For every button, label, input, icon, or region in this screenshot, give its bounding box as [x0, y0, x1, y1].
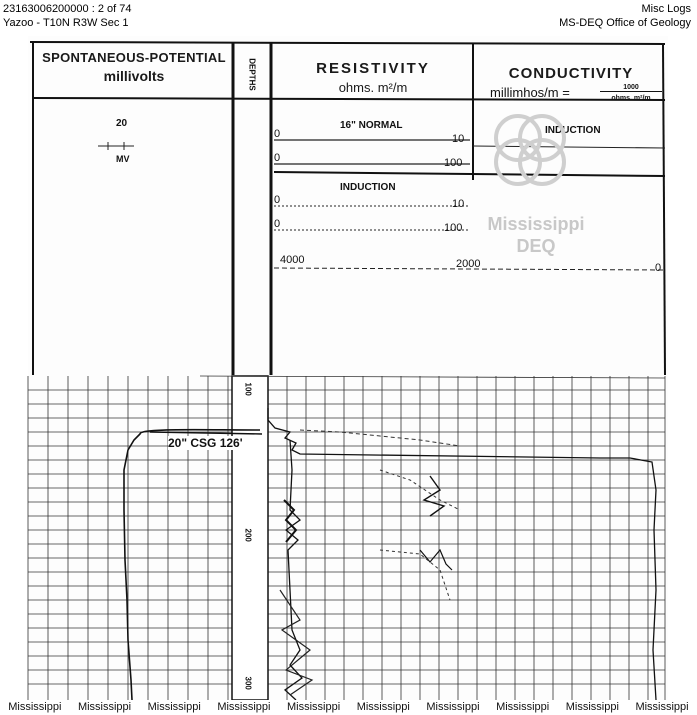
induction-label-resistivity: INDUCTION [340, 182, 396, 193]
footer-word: Mississippi [496, 701, 550, 713]
depth-mark-300 [236, 676, 260, 698]
cond-scale-left: 4000 [280, 254, 305, 266]
sp-scale-unit: MV [116, 154, 130, 164]
depths-label-box [232, 58, 272, 91]
mdeq-logo-watermark [480, 100, 580, 200]
watermark-line2: DEQ [516, 236, 556, 256]
conductivity-units-numerator: 1000 [600, 84, 662, 92]
casing-note: 20" CSG 126' [168, 436, 243, 450]
conductivity-units-denominator: ohms. m²/m [611, 95, 651, 102]
category-label: Misc Logs [641, 3, 691, 15]
scale-right-3: 10 [452, 198, 465, 210]
scale-left-3: 0 [274, 194, 281, 206]
scale-left-2: 0 [274, 152, 281, 164]
cond-scale-right: 0 [655, 262, 662, 274]
footer-word: Mississippi [356, 701, 410, 713]
normal-label: 16" NORMAL [340, 120, 403, 131]
sp-units: millivolts [103, 68, 165, 84]
depth-mark-300-label: 300 [243, 676, 253, 690]
watermark-line1: Mississippi [487, 214, 585, 234]
source-label: MS-DEQ Office of Geology [559, 17, 691, 29]
footer-word: Mississippi [565, 701, 619, 713]
scale-right-4: 100 [444, 222, 463, 234]
footer-word: Mississippi [147, 701, 201, 713]
depth-mark-200 [236, 528, 260, 550]
footer-word: Mississippi [287, 701, 341, 713]
location-label: Yazoo - T10N R3W Sec 1 [3, 17, 129, 29]
depth-mark-200-label: 200 [243, 528, 253, 542]
scale-left-1: 0 [274, 128, 281, 140]
footer-word: Mississippi [426, 701, 480, 713]
scale-right-1: 10 [452, 133, 465, 145]
induction-label-conductivity: INDUCTION [545, 125, 601, 136]
resistivity-title: RESISTIVITY [316, 60, 430, 77]
conductivity-title: CONDUCTIVITY [508, 65, 634, 82]
footer-watermark-strip [0, 701, 697, 715]
sp-title: SPONTANEOUS-POTENTIAL [42, 50, 226, 65]
footer-word: Mississippi [217, 701, 271, 713]
depth-mark-100 [236, 382, 260, 404]
scale-left-4: 0 [274, 218, 281, 230]
footer-word: Mississippi [8, 701, 62, 713]
document-id: 23163006200000 : 2 of 74 [3, 3, 132, 15]
depths-label: DEPTHS [247, 58, 257, 91]
depth-mark-100-label: 100 [243, 382, 253, 396]
scale-right-2: 100 [444, 157, 463, 169]
conductivity-units: millimhos/m = [490, 85, 570, 100]
footer-word: Mississippi [635, 701, 689, 713]
sp-scale-value: 20 [116, 118, 128, 129]
cond-scale-mid: 2000 [456, 258, 481, 270]
footer-word: Mississippi [77, 701, 132, 713]
resistivity-units: ohms. m²/m [338, 80, 408, 95]
